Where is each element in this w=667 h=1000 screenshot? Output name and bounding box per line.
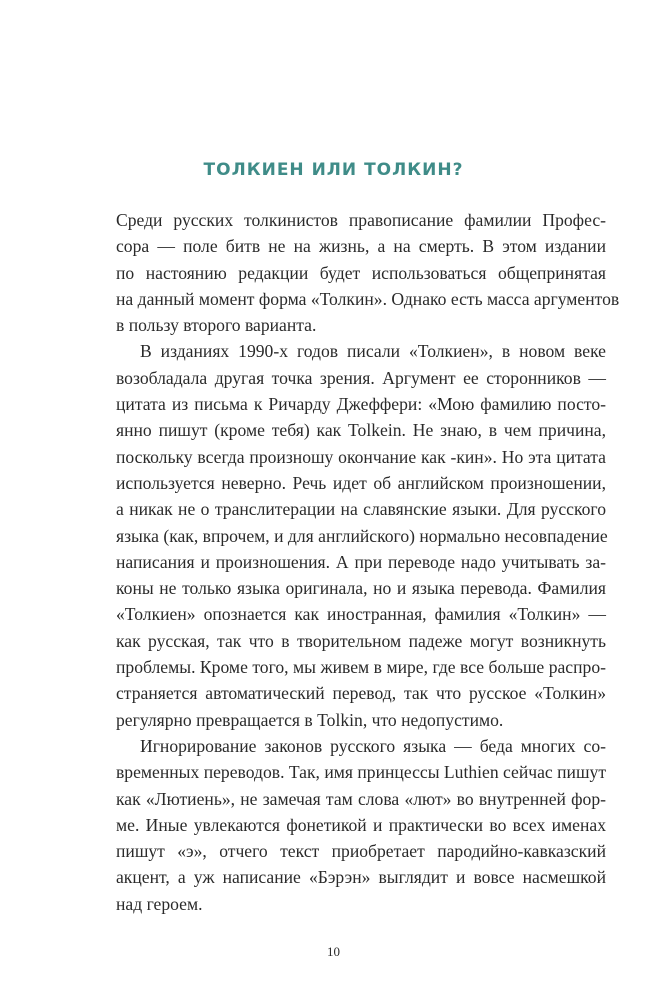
text-line: проблемы. Кроме того, мы живем в мире, где все больше распро- [116, 657, 606, 678]
text-line: сора — поле битв не на жизнь, а на смерть. В этом издании [116, 236, 606, 257]
text-line: В изданиях 1990-х годов писали «Толкиен», в новом веке [140, 341, 606, 362]
text-line: цитата из письма к Ричарду Джеффери: «Мою фамилию посто- [116, 394, 606, 415]
text-line: возобладала другая точка зрения. Аргумент ее сторонников — [116, 367, 606, 388]
text-line: «Толкиен» опознается как иностранная, фамилия «Толкин» — [116, 604, 606, 625]
paragraph-3 [116, 733, 606, 917]
text-line: пишут «э», отчего текст приобретает пародийно-кавказский [116, 841, 606, 862]
text-line: коны не только языка оригинала, но и языка перевода. Фамилия [116, 578, 606, 599]
text-line: янно пишут (кроме тебя) как Tolkein. Не знаю, в чем причина, [116, 420, 606, 441]
text-line: по настоянию редакции будет использоваться общепринятая [116, 262, 606, 283]
body-text [116, 207, 620, 917]
text-line: используется неверно. Речь идет об английском произношении, [116, 472, 606, 493]
text-line: на данный момент форма «Толкин». Однако есть масса аргументов [116, 288, 620, 309]
chapter-heading: ТОЛКИЕН ИЛИ ТОЛКИН? [203, 160, 464, 180]
text-line: в пользу второго варианта. [116, 315, 317, 336]
text-line: временных переводов. Так, имя принцессы Luthien сейчас пишут [116, 762, 607, 783]
text-line: Игнорирование законов русского языка — беда многих со- [140, 735, 606, 756]
text-line: страняется автоматический перевод, так что русское «Толкин» [116, 683, 606, 704]
text-line: как русская, так что в творительном падеже могут возникнуть [116, 630, 606, 651]
text-line: акцент, а уж написание «Бэрэн» выглядит и вовсе насмешкой [116, 867, 606, 888]
text-line: поскольку всегда произношу окончание как -кин». Но эта цитата [116, 446, 606, 467]
text-line: а никак не о транслитерации на славянские языки. Для русского [116, 499, 606, 520]
text-line: как «Лютиень», не замечая там слова «лют» во внутренней фор- [116, 788, 606, 809]
text-line: Среди русских толкинистов правописание фамилии Профес- [116, 210, 606, 230]
text-line: регулярно превращается в Tolkin, что недопустимо. [116, 709, 504, 730]
text-line: над героем. [116, 893, 203, 914]
paragraph-1 [116, 207, 620, 338]
text-line: ме. Иные увлекаются фонетикой и практически во всех именах [116, 814, 606, 835]
text-line: написания и произношения. А при переводе надо учитывать за- [116, 551, 606, 572]
text-line: языка (как, впрочем, и для английского) нормально несовпадение [116, 525, 608, 546]
page-number: 10 [327, 944, 340, 959]
paragraph-2 [116, 338, 606, 732]
